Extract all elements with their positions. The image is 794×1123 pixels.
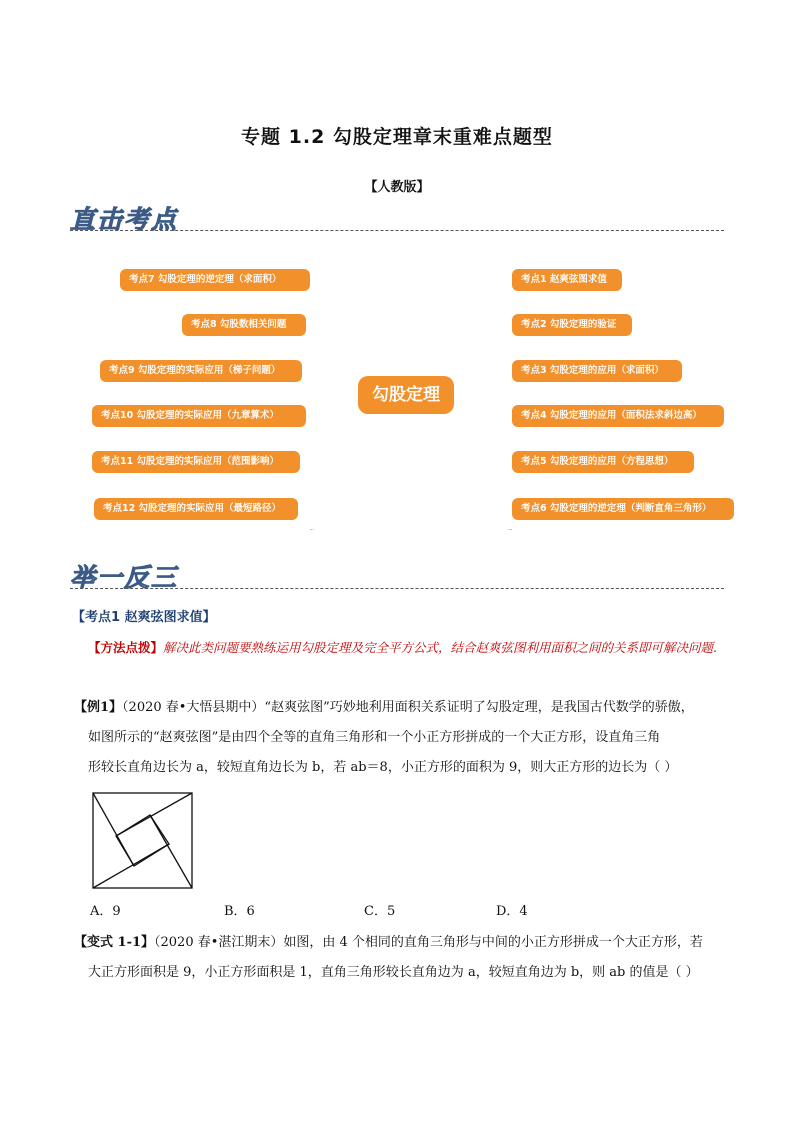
small-square — [116, 815, 169, 866]
mindmap-node-topic6: 考点6 勾股定理的逆定理（判断直角三角形） — [512, 498, 734, 520]
example1-question — [74, 693, 730, 783]
edition-label: 【人教版】 — [364, 180, 430, 195]
banner-divider — [70, 588, 724, 589]
mindmap-node-topic1: 考点1 赵爽弦图求值 — [512, 269, 622, 291]
option-a[interactable]: A．9 — [90, 904, 121, 919]
example1-line2: 如图所示的“赵爽弦图”是由四个全等的直角三角形和一个小正方形拼成的一个大正方形，设直角三角 — [88, 730, 661, 745]
topic1-heading: 【考点1 赵爽弦图求值】 — [72, 610, 216, 625]
variant1-line2: 大正方形面积是 9，小正方形面积是 1，直角三角形较长直角边为 a，较短直角边为 b，则 ab 的值是（ ） — [88, 965, 699, 980]
mindmap-node-topic9: 考点9 勾股定理的实际应用（梯子问题） — [100, 360, 302, 382]
mindmap-node-topic7: 考点7 勾股定理的逆定理（求面积） — [120, 269, 310, 291]
mindmap-node-topic12: 考点12 勾股定理的实际应用（最短路径） — [94, 498, 298, 520]
variant1-line1: （2020 春•湛江期末）如图，由 4 个相同的直角三角形与中间的小正方形拼成一个大正方形，若 — [154, 935, 703, 950]
mindmap-node-topic2: 考点2 勾股定理的验证 — [512, 314, 632, 336]
example1-line1: （2020 春•大悟县期中）“赵爽弦图”巧妙地利用面积关系证明了勾股定理，是我国古代数学的骄傲， — [122, 700, 694, 715]
option-b[interactable]: B．6 — [224, 904, 255, 919]
mindmap-node-topic11: 考点11 勾股定理的实际应用（范围影响） — [92, 451, 300, 473]
mindmap-node-topic8: 考点8 勾股数相关问题 — [182, 314, 306, 336]
example1-line3: 形较长直角边长为 a，较短直角边长为 b，若 ab＝8，小正方形的面积为 9，则大正方形的边长为（ ） — [88, 760, 678, 775]
example1-tag: 【例1】 — [74, 700, 123, 715]
banner-examples: 举一反三 — [70, 563, 179, 592]
option-c[interactable]: C．5 — [364, 904, 396, 919]
variant1-tag: 【变式 1-1】 — [74, 935, 155, 950]
method-text: 解决此类问题要熟练运用勾股定理及完全平方公式，结合赵爽弦图利用面积之间的关系即可解决问题. — [163, 640, 717, 655]
option-d[interactable]: D．4 — [496, 904, 528, 919]
banner-divider — [70, 230, 724, 231]
variant1-question — [74, 928, 730, 988]
mindmap-node-topic10: 考点10 勾股定理的实际应用（九章算术） — [92, 405, 306, 427]
mindmap-node-topic4: 考点4 勾股定理的应用（面积法求斜边高） — [512, 405, 724, 427]
method-tip — [88, 635, 728, 661]
mindmap-node-topic3: 考点3 勾股定理的应用（求面积） — [512, 360, 682, 382]
method-tag: 【方法点拨】 — [88, 640, 164, 655]
mindmap-node-topic5: 考点5 勾股定理的应用（方程思想） — [512, 451, 694, 473]
mindmap-center: 勾股定理 — [358, 376, 454, 414]
zhao-shuang-diagram — [92, 792, 194, 890]
page-title: 专题 1.2 勾股定理章末重难点题型 — [241, 126, 553, 148]
banner-key-points: 直击考点 — [70, 205, 179, 234]
large-square — [93, 793, 192, 888]
